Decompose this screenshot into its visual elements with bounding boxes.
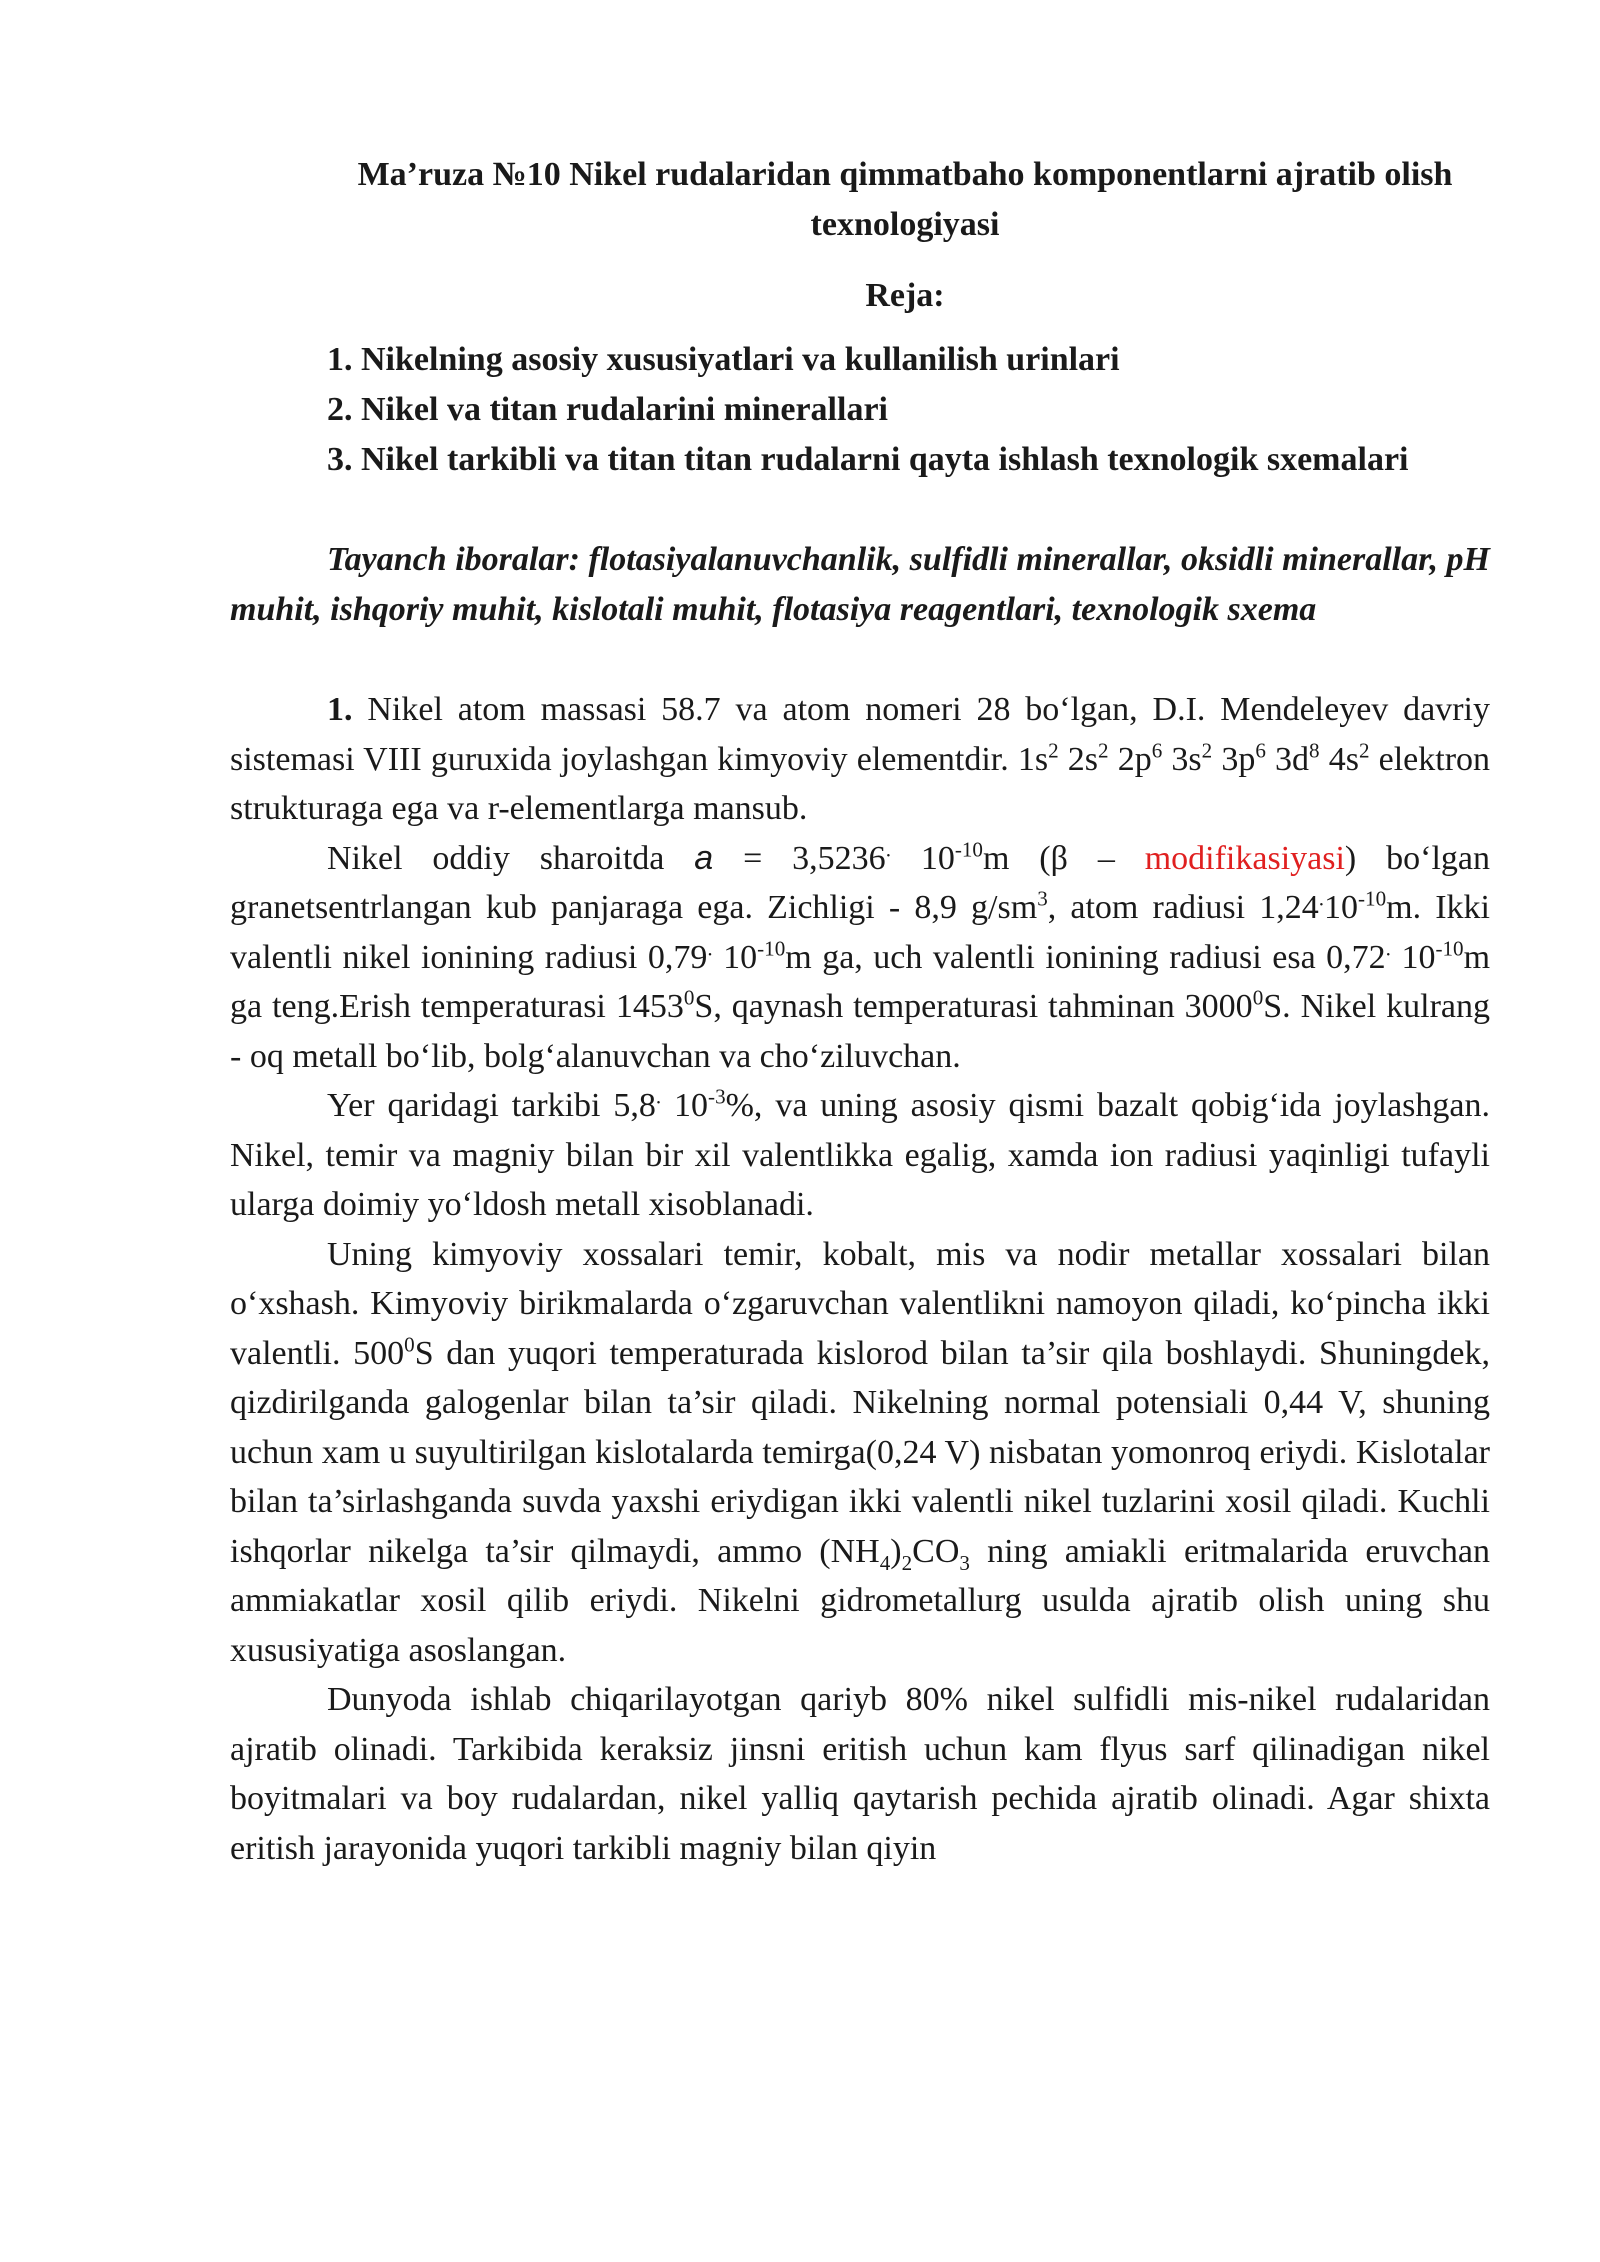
text-run: 10 xyxy=(712,938,758,976)
text-run: %, va uning asosiy qismi bazalt qobig‘ida joylashgan. Nikel, temir va magniy bilan bir xil valentlikka egalig, xamda ion radiusi yaqinligi tufayli ularga doimiy yo‘ldosh metall xisoblanadi. xyxy=(230,1087,1491,1223)
text-run: 3d xyxy=(1265,740,1310,778)
text-run: 10 xyxy=(661,1087,709,1124)
superscript: 0 xyxy=(683,985,695,1010)
text-run: m (β – xyxy=(982,839,1145,877)
text-run: 3s xyxy=(1162,740,1202,778)
document-page xyxy=(230,150,1490,1873)
superscript: 2 xyxy=(1201,738,1213,763)
superscript: 0 xyxy=(1252,985,1264,1010)
text-run: 10 xyxy=(1390,938,1436,976)
plan-heading: Reja: xyxy=(865,277,945,314)
superscript: 6 xyxy=(1255,738,1266,763)
subscript: 4 xyxy=(879,1550,891,1575)
text-run: Nikel atom massasi 58.7 va atom nomeri 28 bo‘lgan, D.I. Mendeleyev davriy sistemasi VIII guruxida joylashgan kimyoviy elementdir. 1s xyxy=(230,691,1490,778)
superscript: -10 xyxy=(1435,936,1464,961)
superscript: 2 xyxy=(1358,738,1370,763)
text-run: S, qaynash temperaturasi tahminan 3000 xyxy=(694,988,1253,1025)
paragraph-4 xyxy=(230,1230,1490,1676)
multiplication-dot: . xyxy=(707,936,713,961)
text-run: 3p xyxy=(1212,740,1256,778)
plan-list xyxy=(230,335,1490,485)
text-run: 10 xyxy=(1324,889,1359,926)
plan-item-3: 3. Nikel tarkibli va titan titan rudalarni qayta ishlash texnologik sxemalari xyxy=(327,441,1409,478)
plan-item-1: 1. Nikelning asosiy xususiyatlari va kullanilish urinlari xyxy=(327,341,1120,378)
text-run: Yer qaridagi tarkibi 5,8 xyxy=(327,1087,656,1124)
text-run: 4s xyxy=(1319,740,1359,778)
lecture-title: Ma’ruza №10 Nikel rudalaridan qimmatbaho komponentlarni ajratib olish texnologiyasi xyxy=(357,156,1453,243)
superscript: 2 xyxy=(1098,738,1109,763)
text-run: elektron strukturaga ega va r-elementlarga mansub. xyxy=(230,740,1491,827)
paragraph-3 xyxy=(230,1081,1490,1230)
subscript: 3 xyxy=(959,1550,970,1575)
text-run: Uning kimyoviy xossalari temir, kobalt, mis va nodir metallar xossalari bilan o‘xshash. Kimyoviy birikmalarda o‘zgaruvchan valentlikni namoyon qiladi, ko‘pincha ikki valentli. 500 xyxy=(230,1235,1490,1372)
subscript: 2 xyxy=(901,1550,913,1575)
text-run: ning amiakli eritmalarida eruvchan ammiakatlar xosil qilib eriydi. Nikelni gidrometallurg usulda ajratib olish uning shu xususiyatiga asoslangan. xyxy=(230,1532,1490,1669)
text-run: 2s xyxy=(1058,740,1099,778)
keywords-paragraph: Tayanch iboralar: flotasiyalanuvchanlik, sulfidli minerallar, oksidli minerallar, pH muhit, ishqoriy muhit, kislotali muhit, flotasiya reagentlari, texnologik sxema xyxy=(230,541,1490,628)
highlighted-term: modifikasiyasi xyxy=(1144,839,1345,877)
multiplication-dot: . xyxy=(1385,936,1391,961)
text-run: m ga, uch valentli ionining radiusi esa 0,72 xyxy=(785,938,1386,976)
superscript: 8 xyxy=(1309,738,1320,763)
superscript: -10 xyxy=(1358,886,1387,911)
text-run: CO xyxy=(912,1532,960,1570)
superscript: 0 xyxy=(404,1332,415,1357)
superscript: 6 xyxy=(1151,738,1163,763)
text-run: ) xyxy=(890,1532,902,1570)
text-run: 2p xyxy=(1108,740,1152,778)
text-run: S. Nikel kulrang - oq metall bo‘lib, bolg‘alanuvchan va cho‘ziluvchan. xyxy=(230,988,1490,1075)
text-run: 10 xyxy=(890,839,955,877)
section-number: 1. xyxy=(327,691,353,728)
multiplication-dot: . xyxy=(885,837,891,862)
text-run: Dunyoda ishlab chiqarilayotgan qariyb 80% nikel sulfidli mis-nikel rudalaridan ajratib olinadi. Tarkibida keraksiz jinsni eritish uchun kam flyus sarf qilinadigan nikel boyitmalari va boy rudalardan, nikel yalliq qaytarish pechida ajratib olinadi. Agar shixta eritish jarayonida yuqori tarkibli magniy bilan qiyin xyxy=(230,1681,1490,1867)
multiplication-dot: . xyxy=(1318,886,1325,911)
multiplication-dot: . xyxy=(655,1084,662,1109)
superscript: -10 xyxy=(757,936,786,961)
superscript: 2 xyxy=(1048,738,1059,763)
text-run: , atom radiusi 1,24 xyxy=(1047,889,1319,926)
paragraph-2 xyxy=(230,834,1490,1082)
paragraph-1 xyxy=(230,685,1490,834)
superscript: -10 xyxy=(954,837,983,862)
text-run: m. Ikki valentli nikel ionining radiusi 0,79 xyxy=(230,889,1490,976)
text-run: m ga teng.Erish temperaturasi 1453 xyxy=(230,938,1491,1025)
superscript: 3 xyxy=(1037,886,1048,911)
superscript: -3 xyxy=(708,1084,726,1109)
text-run: ) bo‘lgan granetsentrlangan kub panjaraga ega. Zichligi - 8,9 g/sm xyxy=(230,839,1490,926)
plan-item-2: 2. Nikel va titan rudalarini minerallari xyxy=(327,391,888,428)
text-run: S dan yuqori temperaturada kislorod bilan ta’sir qila boshlaydi. Shuningdek, qizdirilganda galogenlar bilan ta’sir qiladi. Nikelning normal potensiali 0,44 V, shuning uchun xam u suyultirilgan kislotalarda temirga(0,24 V) nisbatan yomonroq eriydi. Kislotalar bilan ta’sirlashganda suvda yaxshi eriydigan ikki valentli nikel tuzlarini xosil qiladi. Kuchli ishqorlar nikelga ta’sir qilmaydi, ammo (NH xyxy=(230,1334,1490,1570)
lattice-constant-symbol: a xyxy=(694,838,714,877)
body-text xyxy=(230,685,1490,1873)
text-run: = 3,5236 xyxy=(713,839,886,877)
text-run: Nikel oddiy sharoitda xyxy=(327,839,695,877)
paragraph-5 xyxy=(230,1675,1490,1873)
